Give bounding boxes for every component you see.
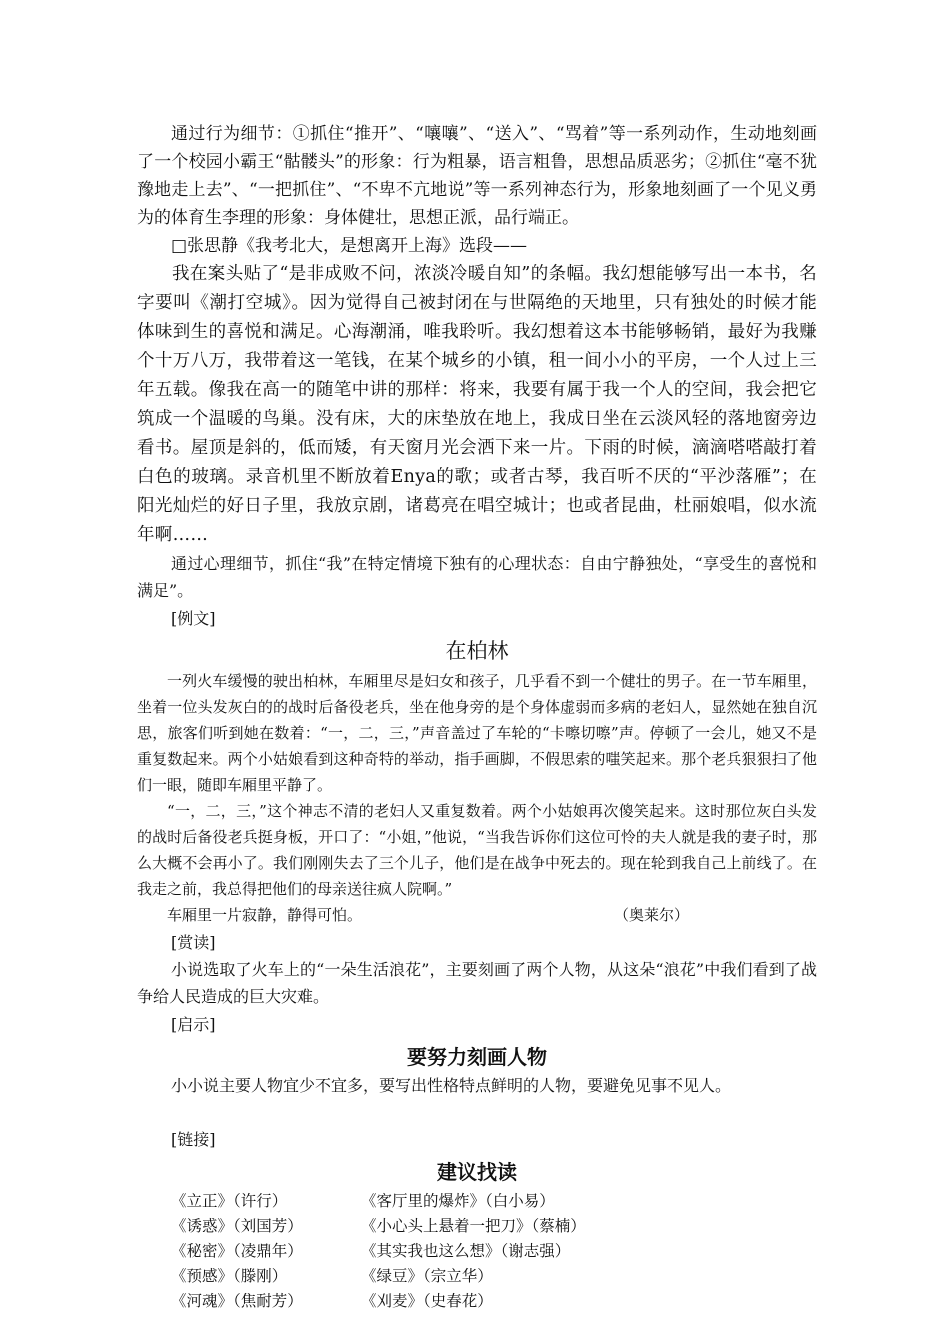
reading-row — [137, 1189, 817, 1214]
excerpt-analysis-note: 通过心理细节，抓住“我”在特定情境下独有的心理状态：自由宁静独处，“享受生的喜悦和满足”。 — [137, 554, 817, 600]
story-author: （奥莱尔） — [614, 906, 690, 924]
reading-item-left: 《立正》（许行） — [171, 1192, 288, 1210]
excerpt-text: 我在案头贴了“是非成败不问，浓淡冷暖自知”的条幅。我幻想能够写出一本书，名字要叫《潮打空城》。因为觉得自己被封闭在与世隔绝的天地里，只有独处的时候才能体味到生的喜悦和满足。心海潮涌，唯我聆听。我幻想着这本书能够畅销，最好为我赚个十万八万，我带着这一笔钱，在某个城乡的小镇，租一间小小的平房，一个人过上三年五载。像我在高一的随笔中讲的那样：将来，我要有属于我一个人的空间，我会把它筑成一个温暖的鸟巢。没有床，大的床垫放在地上，我成日坐在云淡风轻的落地窗旁边看书。屋顶是斜的，低而矮，有天窗月光会洒下来一片。下雨的时候，滴滴嗒嗒敲打着白色的玻璃。录音机里不断放着Enya的歌；或者古琴，我百听不厌的“平沙落雁”；在阳光灿烂的好日子里，我放京剧，诸葛亮在唱空城计；也或者昆曲，杜丽娘唱，似水流年啊…… — [137, 264, 817, 545]
reading-row — [137, 1289, 817, 1314]
reading-item-right: 《刈麦》（史春花） — [361, 1292, 493, 1310]
reading-item-right: 《客厅里的爆炸》（白小易） — [361, 1192, 555, 1210]
spacer — [137, 1099, 817, 1125]
story-closing-line: 车厢里一片寂静，静得可怕。 — [167, 906, 363, 924]
reading-item-left: 《预感》（滕刚） — [171, 1267, 288, 1285]
appreciation-label: [赏读] — [171, 933, 216, 952]
story-paragraph-1: 一列火车缓慢的驶出柏林，车厢里尽是妇女和孩子，几乎看不到一个健壮的男子。在一节车厢里，坐着一位头发灰白的的战时后备役老兵，坐在他身旁的是个身体虚弱而多病的老妇人，显然她在独自沉思，旅客们听到她在数着：“一，二，三，”声音盖过了车轮的“卡嚓切嚓”声。停顿了一会儿，她又不是重复数起来。两个小姑娘看到这种奇特的举动，指手画脚，不假思索的嗤笑起来。那个老兵狠狠扫了他们一眼，随即车厢里平静了。 — [137, 672, 817, 794]
inspiration-label: [启示] — [171, 1015, 216, 1034]
inspiration-text: 小小说主要人物宜少不宜多，要写出性格特点鲜明的人物，要避免见事不见人。 — [171, 1076, 732, 1095]
reading-item-right: 《其实我也这么想》（谢志强） — [361, 1242, 571, 1260]
analysis-paragraph-behavior: 通过行为细节：①抓住“推开”、“嚷嚷”、“送入”、“骂着”等一系列动作，生动地刻画了一个校园小霸王“骷髅头”的形象：行为粗暴，语言粗鲁，思想品质恶劣；②抓住“毫不犹豫地走上去”、“一把抓住”、“不卑不亢地说”等一系列神态行为，形象地刻画了一个见义勇为的体育生李理的形象：身体健壮，思想正派，品行端正。 — [137, 124, 817, 228]
reading-item-right: 《小心头上悬着一把刀》（蔡楠） — [361, 1217, 586, 1235]
reading-item-left: 《河魂》（焦耐芳） — [171, 1292, 303, 1310]
story-paragraph-3 — [137, 902, 817, 928]
reading-row — [137, 1239, 817, 1264]
reading-item-left: 《诱惑》（刘国芳） — [171, 1217, 303, 1235]
document-page — [137, 120, 817, 1314]
reading-item-right: 《绿豆》（宗立华） — [361, 1267, 493, 1285]
reading-list — [137, 1189, 817, 1314]
inspiration-title: 要努力刻画人物 — [407, 1045, 547, 1069]
excerpt-heading: □张思静《我考北大，是想离开上海》选段—— — [171, 236, 528, 256]
reading-title: 建议找读 — [437, 1160, 517, 1184]
reading-row — [137, 1264, 817, 1289]
example-label: [例文] — [171, 609, 216, 628]
reading-row — [137, 1214, 817, 1239]
appreciation-text: 小说选取了火车上的“一朵生活浪花”，主要刻画了两个人物，从这朵“浪花”中我们看到了战争给人民造成的巨大灾难。 — [137, 960, 817, 1006]
story-title: 在柏林 — [445, 639, 509, 663]
reading-item-left: 《秘密》（凌鼎年） — [171, 1242, 303, 1260]
story-paragraph-2: “一，二，三，”这个神志不清的老妇人又重复数着。两个小姑娘再次傻笑起来。这时那位灰白头发的战时后备役老兵挺身板，开口了：“小姐，”他说，“当我告诉你们这位可怜的夫人就是我的妻子时，那么大概不会再小了。我们刚刚失去了三个儿子，他们是在战争中死去的。现在轮到我自己上前线了。在我走之前，我总得把他们的母亲送往疯人院啊。” — [137, 802, 817, 898]
link-label: [链接] — [171, 1130, 216, 1149]
